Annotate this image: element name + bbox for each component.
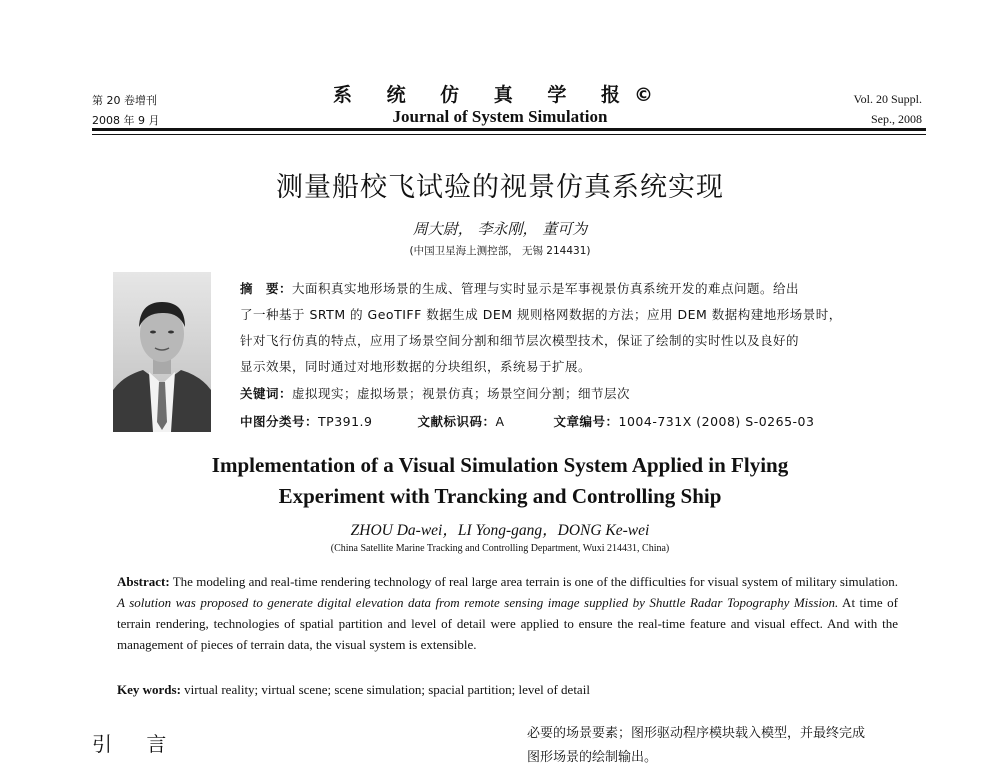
volume-en: Vol. 20 Suppl. (853, 92, 922, 106)
date-en: Sep., 2008 (871, 112, 922, 126)
doc-code-label: 文献标识码： (417, 414, 496, 429)
abstract-cn-line-3: 针对飞行仿真的特点，应用了场景空间分割和细节层次模型技术，保证了绘制的实时性以及良好的 (240, 333, 800, 348)
clc-value: TP391.9 (318, 414, 373, 429)
abstract-en-part-3: At time of terrain rendering, technologies of spatial partition and level of detail were applied to ensure the real-time feature and visual effect. And with the management of pieces of terrain data, the visual system is extensible. (117, 595, 898, 652)
keywords-en-label: Key words: (117, 682, 181, 697)
paper-title-en-line-2: Experiment with Trancking and Controlling Ship (278, 484, 722, 508)
paper-title-en (120, 450, 880, 512)
classification-line (240, 412, 900, 430)
article-no-value: 1004-731X (2008) S-0265-03 (618, 414, 815, 429)
body-col2-line-1: 必要的场景要素；图形驱动程序模块载入模型，并最终完成 (527, 726, 866, 741)
abstract-en (117, 571, 898, 655)
issue-cn: 第 20 卷增刊 (92, 94, 157, 107)
section-heading-intro: 引 言 (92, 732, 181, 756)
affiliation-cn: (中国卫星海上测控部， 无锡 214431) (409, 245, 591, 257)
date-cn: 2008 年 9 月 (92, 114, 160, 127)
authors-cn: 周大尉， 李永刚， 董可为 (412, 220, 588, 238)
abstract-en-label: Abstract: (117, 574, 170, 589)
abstract-cn-line-2: 了一种基于 SRTM 的 GeoTIFF 数据生成 DEM 规则格网数据的方法；应用 DEM 数据构建地形场景时， (240, 307, 842, 322)
header-rule-thin (92, 134, 926, 135)
abstract-cn-line-1 (240, 279, 900, 297)
paper-title-en-line-1: Implementation of a Visual Simulation System Applied in Flying (211, 453, 789, 477)
abstract-cn-line-4: 显示效果，同时通过对地形数据的分块组织，系统易于扩展。 (240, 359, 592, 374)
paper-title-cn: 测量船校飞试验的视景仿真系统实现 (276, 172, 724, 203)
keywords-en (117, 682, 898, 698)
header-rule-thick (92, 128, 926, 131)
abstract-cn-label: 摘 要： (240, 281, 293, 296)
abstract-cn-text-1: 大面积真实地形场景的生成、管理与实时显示是军事视景仿真系统开发的难点问题。给出 (292, 281, 800, 296)
authors-en: ZHOU Da-wei，LI Yong-gang，DONG Ke-wei (350, 522, 650, 539)
keywords-en-text: virtual reality; virtual scene; scene simulation; spacial partition; level of detail (180, 682, 590, 697)
abstract-en-part-1: The modeling and real-time rendering technology of real large area terrain is one of the difficulties for visual system of military simulation. (169, 574, 898, 589)
keywords-cn-label: 关键词： (240, 386, 293, 401)
journal-title-en: Journal of System Simulation (392, 107, 608, 126)
affiliation-en: (China Satellite Marine Tracking and Controlling Department, Wuxi 214431, China) (330, 543, 670, 554)
keywords-cn-text: 虚拟现实；虚拟场景；视景仿真；场景空间分割；细节层次 (292, 386, 631, 401)
keywords-cn (240, 384, 900, 402)
body-col2-line-2: 图形场景的绘制输出。 (527, 750, 658, 765)
journal-title-cn: 系 统 仿 真 学 报© (332, 84, 668, 106)
clc-label: 中图分类号： (240, 414, 319, 429)
doc-code-value: A (495, 414, 505, 429)
abstract-en-part-2: A solution was proposed to generate digital elevation data from remote sensing image supplied by Shuttle Radar Topography Mission. (117, 595, 839, 610)
author-photo (113, 272, 211, 432)
article-no-label: 文章编号： (553, 414, 619, 429)
